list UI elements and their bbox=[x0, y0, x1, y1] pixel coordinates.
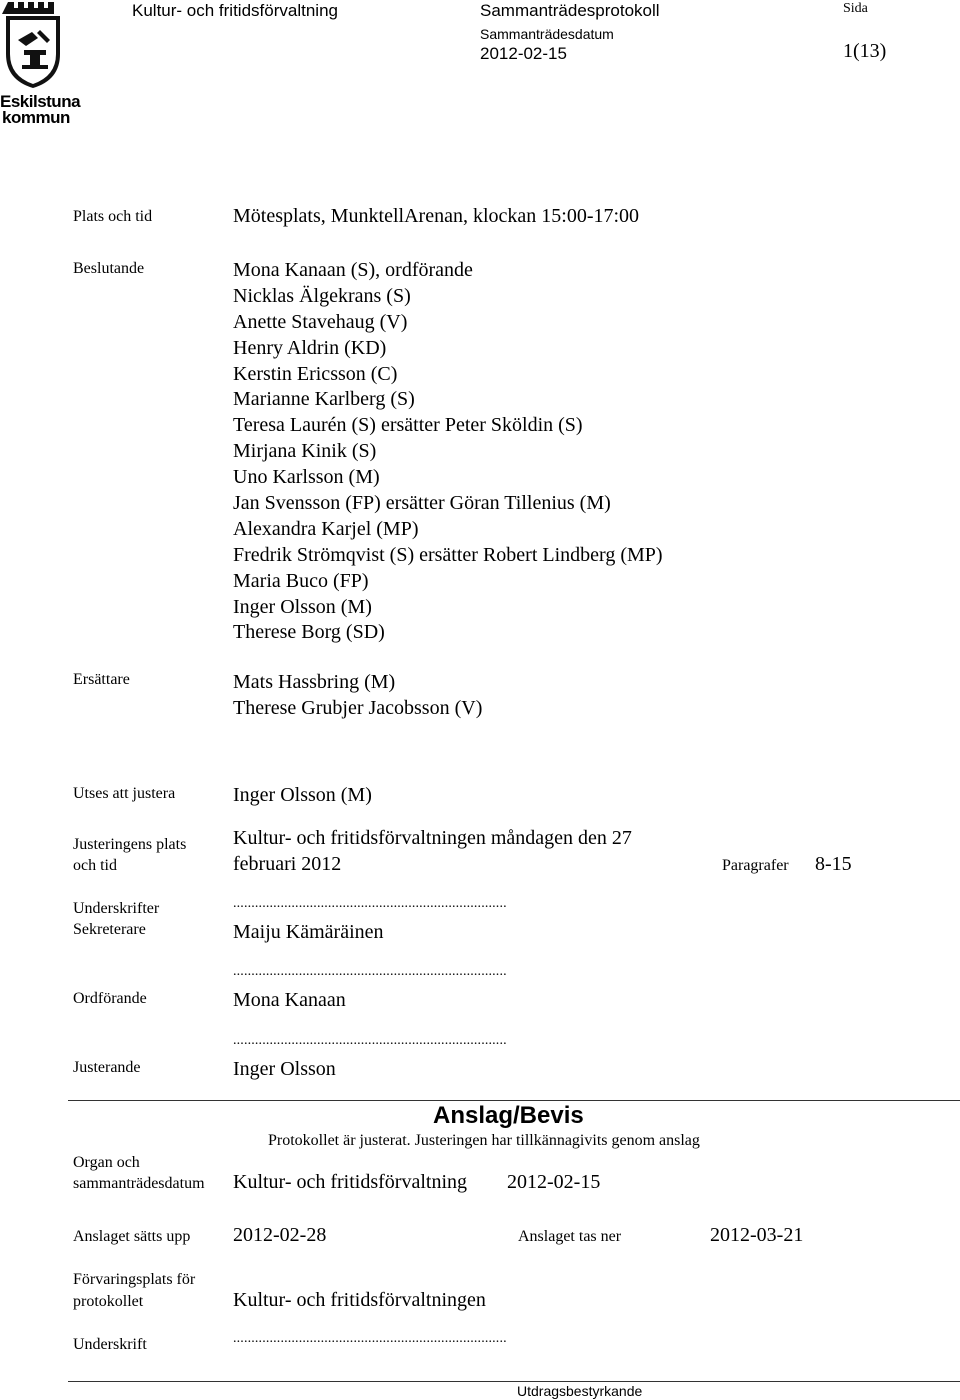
notice-divider bbox=[68, 1100, 960, 1101]
member-item: Jan Svensson (FP) ersätter Göran Tillenius (M) bbox=[233, 492, 611, 515]
member-item: Henry Aldrin (KD) bbox=[233, 336, 387, 359]
chair-name: Mona Kanaan bbox=[233, 989, 346, 1011]
adjust-place-value-1: Kultur- och fritidsförvaltningen måndagen den 27 bbox=[233, 827, 632, 849]
member-item: Anette Stavehaug (V) bbox=[233, 310, 408, 333]
adjuster-name: Inger Olsson bbox=[233, 1058, 336, 1080]
header-date: 2012-02-15 bbox=[480, 44, 567, 63]
paragraphs-label: Paragrafer bbox=[722, 857, 789, 874]
logo bbox=[0, 0, 81, 128]
place-value: Mötesplats, MunktellArenan, klockan 15:00-17:00 bbox=[233, 205, 640, 227]
footer-divider bbox=[68, 1381, 960, 1382]
member-item: Teresa Laurén (S) ersätter Peter Sköldin (S) bbox=[233, 414, 583, 437]
logo-text-1: Eskilstuna bbox=[0, 92, 81, 111]
posted-label: Anslaget sätts upp bbox=[73, 1228, 191, 1245]
appointed-value: Inger Olsson (M) bbox=[233, 784, 372, 806]
members-label: Beslutande bbox=[73, 260, 145, 277]
organ-value: Kultur- och fritidsförvaltning bbox=[233, 1171, 467, 1193]
substitute-item: Mats Hassbring (M) bbox=[233, 671, 396, 693]
members-list bbox=[233, 258, 663, 646]
signatures-label: Underskrifter bbox=[73, 900, 160, 917]
member-item: Mona Kanaan (S), ordförande bbox=[233, 259, 473, 281]
member-item: Fredrik Strömqvist (S) ersätter Robert Lindberg (MP) bbox=[233, 543, 663, 566]
organ-date: 2012-02-15 bbox=[507, 1171, 601, 1193]
adjust-place-label-2: och tid bbox=[73, 857, 117, 874]
secretary-name: Maiju Kämäräinen bbox=[233, 921, 384, 943]
organ-label-1: Organ och bbox=[73, 1154, 140, 1171]
member-item: Inger Olsson (M) bbox=[233, 595, 372, 618]
member-item: Alexandra Karjel (MP) bbox=[233, 517, 419, 540]
header-org: Kultur- och fritidsförvaltning bbox=[132, 1, 338, 20]
member-item: Therese Borg (SD) bbox=[233, 621, 385, 644]
chair-label: Ordförande bbox=[73, 990, 147, 1007]
header-page: 1(13) bbox=[843, 40, 887, 62]
header-page-label: Sida bbox=[843, 1, 868, 16]
secretary-dots: ........................................................................... bbox=[233, 896, 507, 911]
member-item: Kerstin Ericsson (C) bbox=[233, 362, 398, 385]
organ-label-2: sammanträdesdatum bbox=[73, 1175, 205, 1192]
storage-value: Kultur- och fritidsförvaltningen bbox=[233, 1289, 486, 1311]
substitute-item: Therese Grubjer Jacobsson (V) bbox=[233, 697, 483, 719]
substitutes-list bbox=[233, 669, 482, 721]
adjust-place-label-1: Justeringens plats bbox=[73, 836, 187, 853]
header-doc-type: Sammanträdesprotokoll bbox=[480, 1, 660, 20]
member-item: Nicklas Älgekrans (S) bbox=[233, 284, 411, 307]
place-label: Plats och tid bbox=[73, 208, 153, 225]
notice-subtitle: Protokollet är justerat. Justeringen har tillkännagivits genom anslag bbox=[268, 1132, 700, 1149]
member-item: Uno Karlsson (M) bbox=[233, 466, 380, 489]
paragraphs-value: 8-15 bbox=[815, 853, 852, 875]
coat-of-arms-icon bbox=[2, 0, 64, 92]
substitutes-label: Ersättare bbox=[73, 671, 130, 688]
header-date-label: Sammanträdesdatum bbox=[480, 26, 614, 42]
storage-label-1: Förvaringsplats för bbox=[73, 1271, 196, 1288]
signature-label: Underskrift bbox=[73, 1336, 147, 1353]
chair-dots: ........................................................................... bbox=[233, 964, 507, 979]
secretary-label: Sekreterare bbox=[73, 921, 146, 938]
member-item: Marianne Karlberg (S) bbox=[233, 388, 415, 411]
removed-value: 2012-03-21 bbox=[710, 1224, 804, 1246]
adjuster-label: Justerande bbox=[73, 1059, 141, 1076]
appointed-label: Utses att justera bbox=[73, 785, 176, 802]
footer-label: Utdragsbestyrkande bbox=[517, 1383, 643, 1399]
signature-dots: ........................................................................... bbox=[233, 1331, 507, 1346]
removed-label: Anslaget tas ner bbox=[518, 1228, 622, 1245]
storage-label-2: protokollet bbox=[73, 1293, 144, 1310]
member-item: Maria Buco (FP) bbox=[233, 569, 369, 592]
adjuster-dots: ........................................................................... bbox=[233, 1033, 507, 1048]
member-item: Mirjana Kinik (S) bbox=[233, 440, 377, 463]
adjust-place-value-2: februari 2012 bbox=[233, 853, 342, 875]
posted-value: 2012-02-28 bbox=[233, 1224, 327, 1246]
notice-title: Anslag/Bevis bbox=[433, 1102, 584, 1129]
logo-text-2: kommun bbox=[2, 108, 70, 127]
